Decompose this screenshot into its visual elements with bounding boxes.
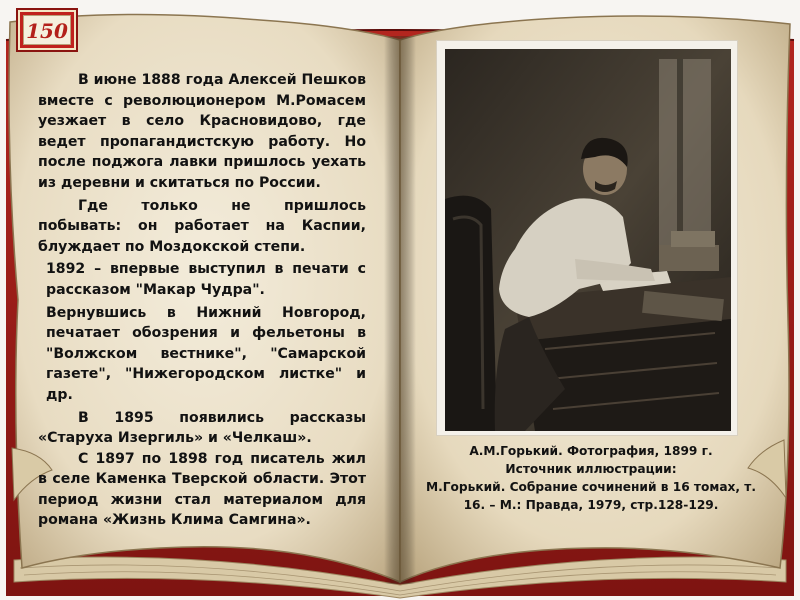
gorky-photograph (445, 49, 731, 431)
paragraph: С 1897 по 1898 год писатель жил в селе Каменка Тверской области. Этот период жизни стал материалом для романа «Жизнь Клима Самгина». (38, 450, 366, 529)
caption-line: М.Горький. Собрание сочинений в 16 томах, т. (426, 480, 756, 494)
biography-text (38, 70, 366, 580)
paragraph: Где только не пришлось побывать: он работает на Каспии, блуждает по Моздокской степи. (38, 197, 366, 255)
paragraph: 1892 – впервые выступил в печати с рассказом "Макар Чудра". (46, 261, 366, 298)
window-light (659, 59, 711, 259)
caption-line: А.М.Горький. Фотография, 1899 г. (469, 444, 713, 458)
chair (445, 196, 497, 431)
caption-line: Источник иллюстрации: (505, 462, 677, 476)
caption-line: 16. – М.: Правда, 1979, стр.128-129. (463, 498, 719, 512)
photo-caption (412, 442, 770, 514)
paragraph: Вернувшись в Нижний Новгород, печатает обозрения и фельетоны в "Волжском вестнике", "Самарской газете", "Нижегородском листке" и др. (46, 304, 366, 403)
page-number-badge (18, 10, 76, 50)
paragraph: В июне 1888 года Алексей Пешков вместе с революционером М.Ромасем уезжает в село Красновидово, где ведет пропагандистскую работу. Но после поджога лавки пришлось уехать из деревни и скитаться по России. (38, 72, 366, 191)
photo-frame (436, 40, 738, 436)
page-number: 150 (23, 15, 71, 45)
paragraph: В 1895 появились рассказы «Старуха Изергиль» и «Челкаш». (38, 409, 366, 447)
